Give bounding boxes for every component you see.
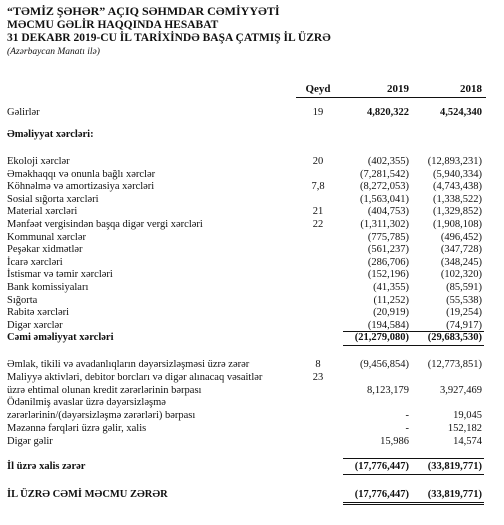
row-note: 20 bbox=[312, 156, 324, 167]
row-label: Əmlak, tikili və avadanlıqların dəyərsizləşməsi üzrə zərər bbox=[7, 359, 250, 370]
row-value-2018: (347,728) bbox=[440, 244, 482, 256]
row-value-2019: 4,820,322 bbox=[367, 107, 409, 118]
row-label: Kommunal xərclər bbox=[7, 231, 87, 243]
row-value-2018: (348,245) bbox=[440, 256, 482, 268]
report-title: MƏCMU GƏLİR HAQQINDA HESABAT bbox=[7, 19, 219, 31]
row-label: Gəlirlər bbox=[7, 107, 40, 118]
net-loss-rule bbox=[343, 458, 484, 459]
row-value-2019: (17,776,447) bbox=[354, 489, 409, 500]
table-row bbox=[0, 358, 504, 371]
note-column-header: Qeyd bbox=[305, 83, 331, 95]
row-value-2019: 15,986 bbox=[380, 435, 409, 447]
row-value-2018: (19,254) bbox=[446, 307, 482, 319]
row-value-2019: (8,272,053) bbox=[360, 181, 409, 193]
total-loss-underline-1 bbox=[343, 502, 484, 503]
row-value-2018: (74,917) bbox=[446, 319, 482, 331]
row-note: 22 bbox=[312, 219, 324, 230]
row-value-2018: 19,045 bbox=[453, 410, 482, 422]
row-label: İstismar və təmir xərcləri bbox=[7, 269, 113, 281]
row-label: Material xərcləri bbox=[7, 206, 78, 218]
table-row bbox=[0, 205, 504, 218]
row-value-2018: 14,574 bbox=[453, 435, 482, 447]
row-label: Əməkhaqqı və onunla bağlı xərclər bbox=[7, 168, 156, 180]
row-label: zərərlərinin/(dəyərsizləşmə zərərləri) bərpası bbox=[7, 410, 196, 422]
row-value-2018: (33,819,771) bbox=[427, 461, 482, 472]
table-row bbox=[0, 268, 504, 281]
table-row bbox=[0, 193, 504, 206]
row-value-2018: (55,538) bbox=[446, 294, 482, 306]
row-value-2018: 152,182 bbox=[447, 423, 482, 434]
company-name: “TƏMİZ ŞƏHƏR” AÇIQ SƏHMDAR CƏMİYYƏTİ bbox=[7, 4, 280, 18]
header-rule bbox=[296, 97, 486, 98]
row-label: üzrə ehtimal olunan kredit zərərlərinin bərpası bbox=[7, 384, 202, 396]
row-label: Peşəkar xidmətlər bbox=[7, 244, 83, 256]
row-note: 7,8 bbox=[311, 181, 325, 193]
row-value-2018: (102,320) bbox=[440, 269, 482, 281]
row-value-2019: (1,563,041) bbox=[360, 193, 409, 205]
row-value-2019: (194,584) bbox=[367, 319, 409, 331]
row-label: Məzənnə fərqləri üzrə gəlir, xalis bbox=[7, 423, 147, 434]
table-row bbox=[0, 155, 504, 168]
row-value-2019: (404,753) bbox=[367, 206, 409, 218]
row-label: Digər xərclər bbox=[7, 319, 63, 331]
row-value-2019: (9,456,854) bbox=[360, 359, 409, 370]
section-heading: Əməliyyat xərcləri: bbox=[7, 129, 94, 140]
row-value-2018: (1,338,522) bbox=[433, 193, 482, 205]
table-row bbox=[0, 218, 504, 231]
row-note: 8 bbox=[315, 359, 321, 370]
row-value-2019: (561,237) bbox=[367, 244, 409, 256]
row-value-2019: (17,776,447) bbox=[354, 461, 409, 472]
row-value-2019: (775,785) bbox=[367, 231, 409, 243]
table-row bbox=[0, 371, 504, 384]
table-row bbox=[0, 180, 504, 193]
table-row bbox=[0, 306, 504, 319]
row-label: Ödənilmiş avaslar üzrə dəyərsizləşmə bbox=[7, 397, 166, 409]
currency-note: (Azərbaycan Manatı ilə) bbox=[7, 47, 100, 57]
row-value-2019: (402,355) bbox=[367, 156, 409, 167]
report-period: 31 DEKABR 2019-CU İL TARİXİNDƏ BAŞA ÇATMIŞ İL ÜZRƏ bbox=[7, 32, 331, 44]
table-row bbox=[0, 256, 504, 269]
row-label: Maliyyə aktivləri, debitor borcları və digər alınacaq vəsaitlər bbox=[7, 371, 263, 383]
row-value-2019: (41,355) bbox=[373, 282, 409, 293]
row-label: Köhnəlmə və amortizasiya xərcləri bbox=[7, 181, 155, 193]
row-value-2018: (1,908,108) bbox=[433, 219, 482, 230]
row-value-2018: (12,773,851) bbox=[427, 359, 482, 370]
revenue-row bbox=[0, 106, 504, 119]
table-row bbox=[0, 384, 504, 397]
row-label: Rabitə xərcləri bbox=[7, 307, 70, 319]
row-label: Ekoloji xərclər bbox=[7, 156, 70, 167]
row-value-2018: (85,591) bbox=[446, 282, 482, 293]
total-loss-row bbox=[0, 488, 504, 501]
row-label: Mənfəət vergisindən başqa digər vergi xərcləri bbox=[7, 219, 203, 230]
row-label: İl üzrə xalis zərər bbox=[7, 461, 86, 472]
table-row bbox=[0, 409, 504, 422]
row-value-2019: (20,919) bbox=[373, 307, 409, 319]
table-row bbox=[0, 396, 504, 409]
row-label: İcarə xərcləri bbox=[7, 256, 63, 268]
table-row bbox=[0, 231, 504, 244]
row-value-2018: (12,893,231) bbox=[427, 156, 482, 167]
row-value-2019: (11,252) bbox=[373, 294, 409, 306]
row-value-2018: (4,743,438) bbox=[433, 181, 482, 193]
row-note: 19 bbox=[312, 107, 324, 118]
row-value-2019: (152,196) bbox=[367, 269, 409, 281]
row-value-2018: (5,940,334) bbox=[433, 168, 482, 180]
table-row bbox=[0, 243, 504, 256]
row-label: Digər gəlir bbox=[7, 435, 53, 447]
table-row bbox=[0, 422, 504, 435]
row-value-2018: (29,683,530) bbox=[427, 332, 482, 343]
row-value-2018: 4,524,340 bbox=[440, 107, 482, 118]
row-label: Sosial sığorta xərcləri bbox=[7, 193, 99, 205]
row-value-2019: 8,123,179 bbox=[367, 384, 409, 396]
row-note: 23 bbox=[312, 371, 324, 383]
net-loss-row bbox=[0, 460, 504, 473]
table-row bbox=[0, 435, 504, 448]
row-value-2019: (21,279,080) bbox=[354, 332, 409, 343]
opex-total-underline bbox=[343, 345, 484, 346]
row-value-2018: (1,329,852) bbox=[433, 206, 482, 218]
row-value-2018: (33,819,771) bbox=[427, 489, 482, 500]
net-loss-underline bbox=[343, 474, 484, 475]
row-value-2018: 3,927,469 bbox=[440, 384, 482, 396]
opex-heading bbox=[0, 128, 504, 141]
table-row bbox=[0, 319, 504, 332]
row-label: Cəmi əməliyyat xərcləri bbox=[7, 332, 114, 343]
row-value-2019: - bbox=[405, 410, 409, 422]
year-2019-column-header: 2019 bbox=[387, 83, 409, 95]
row-label: Bank komissiyaları bbox=[7, 282, 89, 293]
row-value-2019: (7,281,542) bbox=[360, 168, 409, 180]
opex-total-row bbox=[0, 331, 504, 344]
row-value-2019: (286,706) bbox=[367, 256, 409, 268]
total-loss-underline-2 bbox=[343, 504, 484, 505]
row-label: Sığorta bbox=[7, 294, 38, 306]
table-row bbox=[0, 168, 504, 181]
row-value-2019: - bbox=[405, 423, 409, 434]
row-value-2018: (496,452) bbox=[440, 231, 482, 243]
table-row bbox=[0, 281, 504, 294]
year-2018-column-header: 2018 bbox=[460, 83, 482, 95]
table-row bbox=[0, 294, 504, 307]
row-note: 21 bbox=[312, 206, 324, 218]
row-label: İL ÜZRƏ CƏMİ MƏCMU ZƏRƏR bbox=[7, 489, 168, 500]
row-value-2019: (1,311,302) bbox=[360, 219, 409, 230]
